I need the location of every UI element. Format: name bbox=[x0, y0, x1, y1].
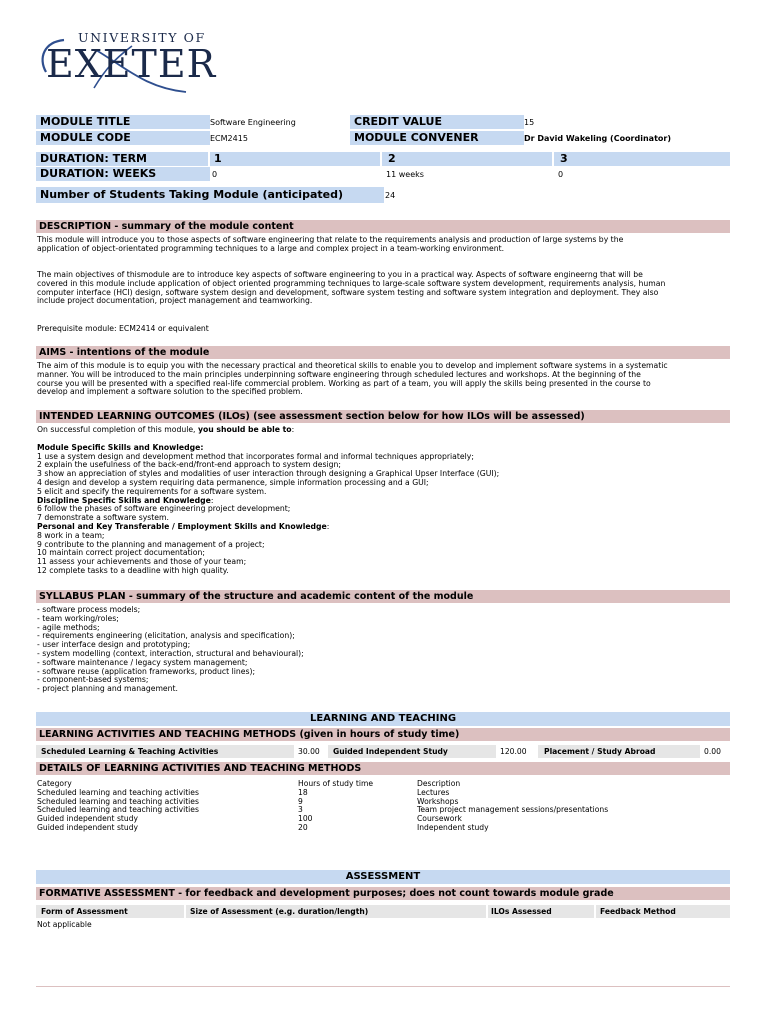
details-cell: Team project management sessions/presentations bbox=[417, 805, 609, 815]
syllabus-item: - agile methods; bbox=[37, 622, 100, 632]
syllabus-item: - team working/roles; bbox=[37, 613, 119, 623]
duration-divider-1 bbox=[208, 152, 210, 166]
ilos-group3-title: Personal and Key Transferable / Employment Skills and Knowledge bbox=[37, 521, 327, 531]
university-logo bbox=[36, 28, 216, 98]
col-divider-2 bbox=[486, 905, 488, 918]
logo-exeter: EXETER bbox=[46, 42, 217, 86]
details-cell: Scheduled learning and teaching activities bbox=[37, 787, 199, 797]
ilo-item: 6 follow the phases of software engineering project development; bbox=[37, 504, 291, 514]
details-cell: Scheduled learning and teaching activities bbox=[37, 805, 199, 815]
ilos-text bbox=[37, 426, 731, 576]
aims-line: The aim of this module is to equip you with the necessary practical and theoretical skills to enable you to develop and implement software systems in a systematic bbox=[37, 361, 668, 370]
aims-heading: AIMS - intentions of the module bbox=[36, 346, 730, 359]
module-convener-value: Dr David Wakeling (Coordinator) bbox=[524, 134, 671, 143]
details-cell: 9 bbox=[298, 796, 303, 806]
syllabus-item: - component-based systems; bbox=[37, 675, 149, 685]
not-applicable: Not applicable bbox=[37, 920, 92, 929]
details-cell: Workshops bbox=[417, 796, 459, 806]
ilo-item: 1 use a system design and development method that incorporates formal and informal techniques appropriately; bbox=[37, 451, 474, 461]
assessment-banner: ASSESSMENT bbox=[36, 870, 730, 884]
learning-heading: LEARNING ACTIVITIES AND TEACHING METHODS (given in hours of study time) bbox=[36, 728, 730, 741]
ilo-item: 9 contribute to the planning and management of a project; bbox=[37, 539, 265, 549]
details-cell: 100 bbox=[298, 814, 313, 824]
description-p2-line: computer interface (HCI) design, software system design and development, software system testing and software system integration and deployment. They also bbox=[37, 287, 659, 297]
logo-university-of: UNIVERSITY OF bbox=[78, 30, 206, 45]
module-code-value: ECM2415 bbox=[210, 134, 248, 143]
ilo-item: 2 explain the usefulness of the back-end/front-end approach to system design; bbox=[37, 460, 342, 470]
details-cell: Coursework bbox=[417, 814, 462, 824]
col-feedback-method: Feedback Method bbox=[600, 907, 676, 916]
col-divider-3 bbox=[594, 905, 596, 918]
prerequisite: Prerequisite module: ECM2414 or equivalent bbox=[37, 324, 209, 333]
placement-label: Placement / Study Abroad bbox=[544, 747, 656, 756]
details-cell: Scheduled learning and teaching activities bbox=[37, 796, 199, 806]
details-col-hours bbox=[298, 780, 373, 833]
ilos-group3-colon: : bbox=[326, 521, 330, 531]
description-p2-line: include project documentation, project management and teamworking. bbox=[37, 296, 313, 306]
col-form-of-assessment: Form of Assessment bbox=[41, 907, 128, 916]
syllabus-item: - software reuse (application frameworks, product lines); bbox=[37, 666, 256, 676]
term-2: 2 bbox=[388, 152, 396, 165]
ilos-heading: INTENDED LEARNING OUTCOMES (ILOs) (see assessment section below for how ILOs will be assessed) bbox=[36, 410, 730, 423]
module-title-value: Software Engineering bbox=[210, 118, 296, 127]
col-divider-1 bbox=[184, 905, 186, 918]
details-cell: 18 bbox=[298, 787, 308, 797]
ilos-group2-colon: : bbox=[210, 495, 214, 505]
details-header-hours: Hours of study time bbox=[298, 779, 374, 788]
syllabus-item: - software process models; bbox=[37, 605, 141, 614]
syllabus-item: - requirements engineering (elicitation, analysis and specification); bbox=[37, 631, 295, 641]
aims-text bbox=[37, 362, 731, 397]
learning-banner: LEARNING AND TEACHING bbox=[36, 712, 730, 726]
ilo-item: 10 maintain correct project documentation; bbox=[37, 548, 205, 558]
weeks-term-2: 11 weeks bbox=[386, 170, 424, 179]
scheduled-label: Scheduled Learning & Teaching Activities bbox=[41, 747, 219, 756]
details-col-category bbox=[37, 780, 199, 833]
description-p2-line: covered in this module include application of object oriented programming techniques to large-scale software system development, requirements analysis, human bbox=[37, 278, 666, 288]
ilos-group1-title: Module Specific Skills and Knowledge: bbox=[37, 442, 204, 452]
ilos-intro bbox=[37, 426, 731, 435]
ilos-intro-bold: you should be able to bbox=[197, 425, 292, 434]
ilos-intro-suffix: : bbox=[291, 425, 295, 434]
term-3: 3 bbox=[560, 152, 568, 165]
aims-line: develop and implement a software solution to the specified problem. bbox=[37, 387, 303, 397]
ilos-group3-header bbox=[37, 523, 731, 532]
credit-value: 15 bbox=[524, 118, 535, 127]
description-p1-line: application of object-orientated programming techniques to a large and complex project in a team-working environment. bbox=[37, 243, 505, 253]
aims-line: course you will be presented with a specified real-life commercial problem. Working as part of a team, you will apply the skills being presented in the course to bbox=[37, 378, 651, 388]
details-header-category: Category bbox=[37, 779, 72, 788]
col-size-of-assessment: Size of Assessment (e.g. duration/length) bbox=[190, 907, 369, 916]
ilo-item: 3 show an appreciation of styles and modalities of user interaction through designing a Graphical Upser Interface (GUI); bbox=[37, 469, 500, 479]
syllabus-list bbox=[37, 606, 731, 694]
weeks-term-1: 0 bbox=[212, 170, 218, 179]
guided-value: 120.00 bbox=[500, 747, 527, 756]
footer-rule bbox=[36, 986, 730, 987]
students-value: 24 bbox=[385, 191, 396, 200]
duration-weeks-label: DURATION: WEEKS bbox=[36, 167, 210, 181]
syllabus-item: - user interface design and prototyping; bbox=[37, 640, 191, 650]
ilo-item: 7 demonstrate a software system. bbox=[37, 513, 169, 523]
module-convener-label: MODULE CONVENER bbox=[350, 131, 524, 145]
duration-divider-2 bbox=[380, 152, 382, 166]
syllabus-heading: SYLLABUS PLAN - summary of the structure and academic content of the module bbox=[36, 590, 730, 603]
ilo-item: 11 assess your achievements and those of your team; bbox=[37, 557, 247, 567]
students-label: Number of Students Taking Module (anticipated) bbox=[36, 187, 384, 203]
formative-heading: FORMATIVE ASSESSMENT - for feedback and development purposes; does not count towards module grade bbox=[36, 887, 730, 900]
duration-divider-3 bbox=[552, 152, 554, 166]
description-p1 bbox=[37, 236, 731, 254]
details-col-description bbox=[417, 780, 608, 833]
details-cell: Independent study bbox=[417, 822, 489, 832]
details-heading: DETAILS OF LEARNING ACTIVITIES AND TEACHING METHODS bbox=[36, 762, 730, 775]
ilos-group2-title: Discipline Specific Skills and Knowledge bbox=[37, 495, 211, 505]
ilo-item: 5 elicit and specify the requirements for a software system. bbox=[37, 486, 267, 496]
guided-label: Guided Independent Study bbox=[333, 747, 448, 756]
col-ilos-assessed: ILOs Assessed bbox=[491, 907, 552, 916]
module-code-label: MODULE CODE bbox=[36, 131, 210, 145]
details-cell: 3 bbox=[298, 805, 303, 815]
ilo-item: 8 work in a team; bbox=[37, 530, 105, 540]
ilo-item: 4 design and develop a system requiring data permanence, simple information processing and a GUI; bbox=[37, 477, 429, 487]
details-cell: Lectures bbox=[417, 787, 450, 797]
syllabus-item: - project planning and management. bbox=[37, 684, 178, 694]
module-title-label: MODULE TITLE bbox=[36, 115, 210, 129]
description-p1-line: This module will introduce you to those aspects of software engineering that relate to the requirements analysis and production of large systems by the bbox=[37, 235, 624, 244]
syllabus-item: - system modelling (context, interaction, structural and behavioural); bbox=[37, 648, 304, 658]
details-header-description: Description bbox=[417, 779, 461, 788]
ilos-intro-prefix: On successful completion of this module, bbox=[37, 425, 198, 434]
ilo-item: 12 complete tasks to a deadline with high quality. bbox=[37, 565, 229, 575]
aims-line: manner. You will be introduced to the main principles underpinning software engineering through scheduled lectures and workshops. At the beginning of the bbox=[37, 369, 641, 379]
description-p2-line: The main objectives of thismodule are to introduce key aspects of software engineering to you in a practical way. Aspects of software engineerng that will be bbox=[37, 270, 643, 279]
details-cell: Guided independent study bbox=[37, 822, 139, 832]
duration-term-label: DURATION: TERM bbox=[40, 152, 148, 165]
scheduled-value: 30.00 bbox=[298, 747, 320, 756]
details-cell: Guided independent study bbox=[37, 814, 139, 824]
syllabus-item: - software maintenance / legacy system management; bbox=[37, 657, 248, 667]
placement-value: 0.00 bbox=[704, 747, 721, 756]
description-heading: DESCRIPTION - summary of the module content bbox=[36, 220, 730, 233]
description-p2 bbox=[37, 271, 731, 306]
details-cell: 20 bbox=[298, 822, 308, 832]
credit-value-label: CREDIT VALUE bbox=[350, 115, 524, 129]
weeks-term-3: 0 bbox=[558, 170, 564, 179]
term-1: 1 bbox=[214, 152, 222, 165]
